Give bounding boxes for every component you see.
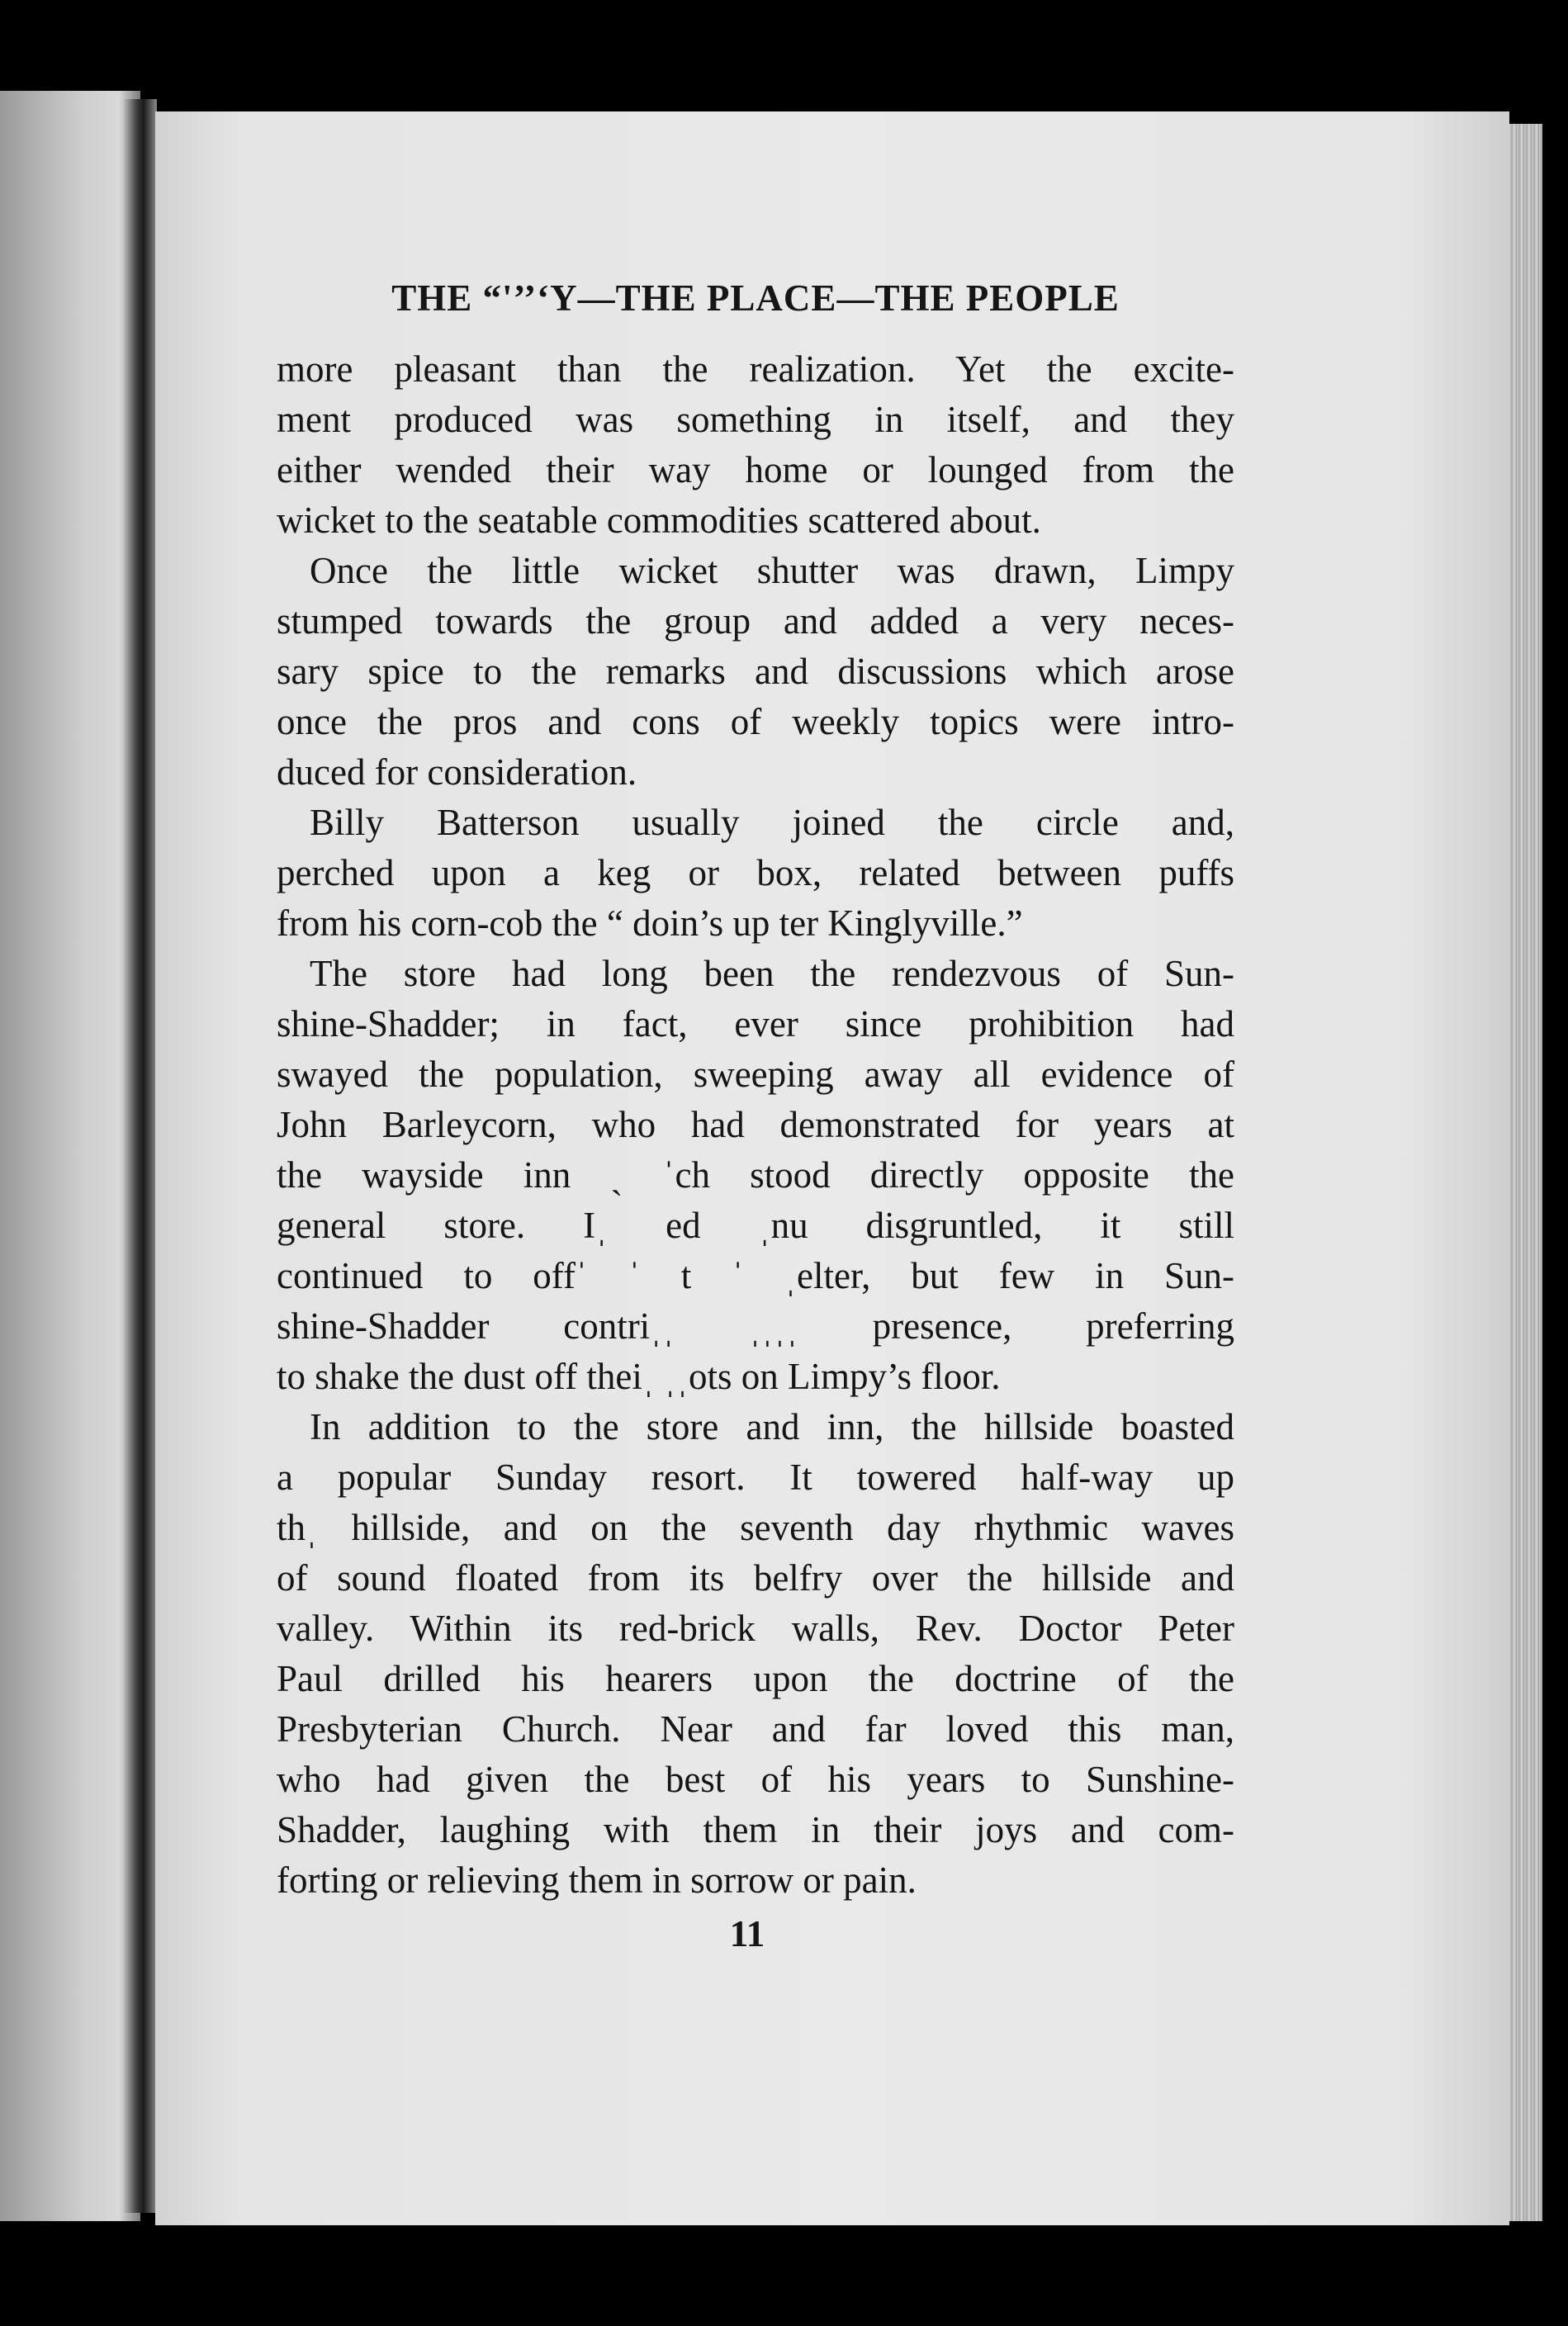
paragraph [277,1402,1234,1906]
text-line: continued to offˈ ˈ t ˈ ˌelter, but few in Sun- [277,1255,1234,1296]
text-line: the wayside inn ˎ ˈch stood directly opposite the [277,1154,1234,1196]
text-line: either wended their way home or lounged from the [277,449,1234,490]
text-line: The store had long been the rendezvous of Sun- [310,953,1234,994]
text-line: Paul drilled his hearers upon the doctrine of the [277,1658,1234,1699]
text-line: Once the little wicket shutter was drawn, Limpy [310,550,1234,591]
text-line: valley. Within its red-brick walls, Rev. Doctor Peter [277,1608,1234,1649]
text-line: more pleasant than the realization. Yet the excite- [277,348,1234,390]
text-line: sary spice to the remarks and discussions which arose [277,651,1234,692]
text-line: perched upon a keg or box, related between puffs [277,852,1234,893]
text-line: from his corn-cob the “ doin’s up ter Kinglyville.” [277,902,1023,944]
text-line: In addition to the store and inn, the hillside boasted [310,1406,1234,1447]
running-head: THE “'’’‘Y—THE PLACE—THE PEOPLE [391,277,1120,319]
body-text [277,344,1234,1906]
text-line: once the pros and cons of weekly topics were intro- [277,701,1234,742]
paragraph [277,949,1234,1402]
paragraph [277,798,1234,949]
text-line: Presbyterian Church. Near and far loved this man, [277,1708,1234,1750]
text-line: swayed the population, sweeping away all evidence of [277,1054,1234,1095]
text-line: John Barleycorn, who had demonstrated for years at [277,1104,1234,1145]
page-content [277,277,1234,1955]
book-gutter [124,99,157,2213]
text-line: ment produced was something in itself, and they [277,399,1234,440]
text-line: forting or relieving them in sorrow or pain. [277,1859,917,1901]
text-line: general store. Iˌ ed ˌnu disgruntled, it still [277,1205,1234,1246]
text-line: duced for consideration. [277,751,637,793]
text-line: who had given the best of his years to Sunshine- [277,1759,1234,1800]
text-line: wicket to the seatable commodities scattered about. [277,500,1041,541]
text-line: a popular Sunday resort. It towered half-way up [277,1457,1234,1498]
text-line: Billy Batterson usually joined the circle and, [310,802,1234,843]
facing-page-edge [0,91,140,2221]
paragraph [277,344,1234,546]
text-line: of sound floated from its belfry over the hillside and [277,1557,1234,1599]
text-line: to shake the dust off theiˌ ˌˌots on Limpy’s floor. [277,1356,1001,1397]
page-stack-edge [1509,124,1542,2221]
text-line: Shadder, laughing with them in their joys and com- [277,1809,1234,1850]
paragraph [277,546,1234,798]
text-line: shine-Shadder; in fact, ever since prohibition had [277,1003,1234,1045]
page-number: 11 [729,1913,765,1954]
text-line: thˌ hillside, and on the seventh day rhythmic waves [277,1507,1234,1548]
text-line: shine-Shadder contriˌˌ ˌˌˌˌ presence, preferring [277,1305,1234,1347]
text-line: stumped towards the group and added a very neces- [277,600,1234,642]
